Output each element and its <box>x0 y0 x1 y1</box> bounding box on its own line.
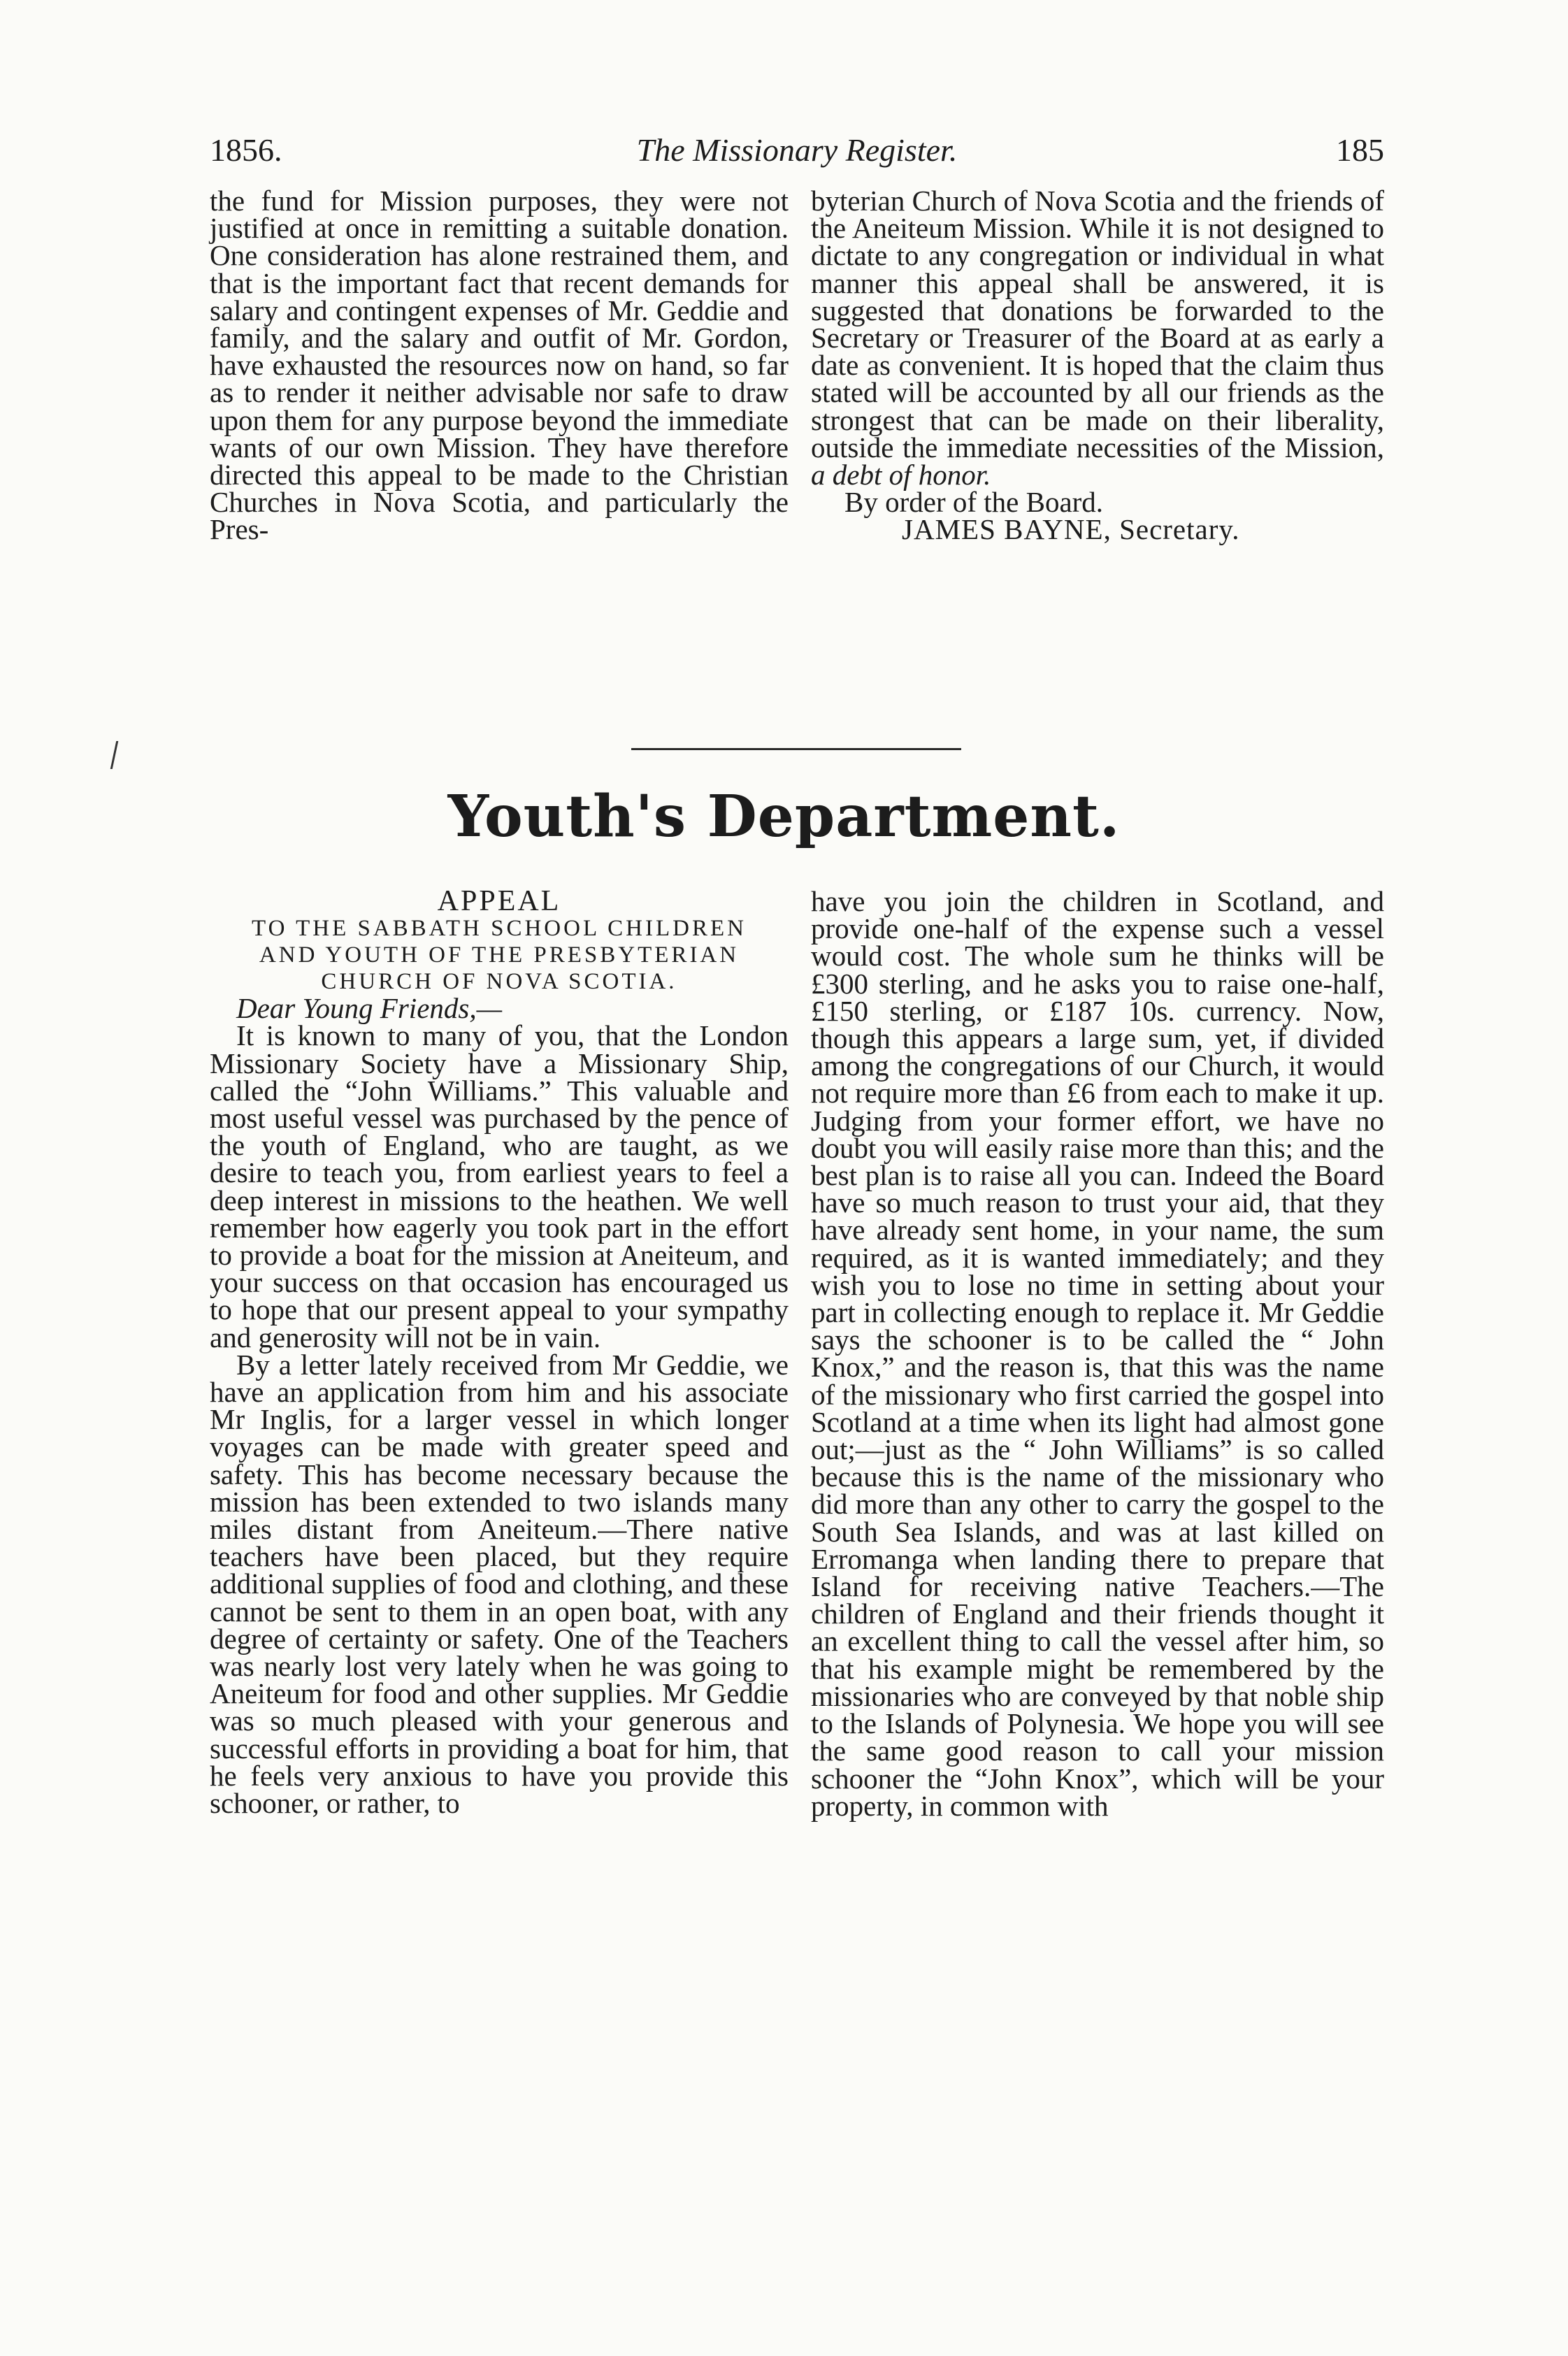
article-heading: APPEAL <box>437 885 561 917</box>
margin-mark <box>110 741 126 769</box>
upper-right-paragraph <box>811 187 1384 489</box>
article-paragraph: By a letter lately received from Mr Geddie, we have an application from him and his associate Mr Inglis, for a larger vessel in which longer voyages can be made with greater speed and safety. This has become necessary because the mission has been extended to two islands many miles distant from Aneiteum.—There native teachers have been placed, but they require additional supplies of food and clothing, and these cannot be sent to them in an open boat, with any degree of certainty or safety. One of the Teachers was nearly lost very lately when he was going to Aneiteum for food and other supplies. Mr Geddie was so much pleased with your generous and successful efforts in providing a boat for him, that he feels very anxious to have you provide this schooner, or rather, to <box>210 1348 789 1820</box>
article-subheading-line: AND YOUTH OF THE PRESBYTERIAN <box>259 942 740 968</box>
salutation: Dear Young Friends,— <box>236 992 503 1025</box>
section-divider <box>631 748 961 750</box>
running-head <box>210 131 1384 180</box>
page-number: 185 <box>1336 132 1384 168</box>
section-title: Youth's Department. <box>447 783 1121 850</box>
article-left-column <box>210 885 789 1820</box>
article-continuation: have you join the children in Scotland, and provide one-half of the expense such a vessel would cost. The whole sum he thinks will be £300 sterling, and he asks you to raise one-half, £150 sterling, or £187 10s. currency. Now, though this appears a large sum, yet, if divided among the congregations of our Church, it would not require more than £6 from each to make it up. Judging from your former effort, we have no doubt you will easily raise more than this; and the best plan is to raise all you can. Indeed the Board have so much reason to trust your aid, that they have already sent home, in your name, the sum required, as it is wanted immediately; and they wish you to lose no time in setting about your part in collecting enough to replace it. Mr Geddie says the schooner is to be called the “ John Knox,” and the reason is, that this was the name of the missionary who first carried the gospel into Scotland at a time when its light had almost gone out;—just as the “ John Williams” is so called because this is the name of the missionary who did more than any other to carry the gospel to the South Sea Islands, and was at last killed on Erromanga when landing there to prepare that Island for receiving native Teachers.—The children of England and their friends thought it an excellent thing to call the vessel after him, so that his example might be remembered by the missionaries who are conveyed by that noble ship to the Islands of Polynesia. We hope you will see the same good reason to call your mission schooner the “John Knox”, which will be your property, in common with <box>811 885 1384 1822</box>
article-subheading-line: TO THE SABBATH SCHOOL CHILDREN <box>252 916 747 942</box>
running-head-year: 1856. <box>210 132 282 168</box>
article-subheading-line: CHURCH OF NOVA SCOTIA. <box>321 969 677 995</box>
article-paragraph: It is known to many of you, that the London Missionary Society have a Missionary Ship, called the “John Williams.” This valuable and most useful vessel was purchased by the pence of the youth of England, who are taught, as we desire to teach you, from earliest years to feel a deep interest in missions to the heathen. We well remember how eagerly you took part in the effort to provide a boat for the mission at Aneiteum, and your success on that occasion has encouraged us to hope that our present appeal to your sympathy and generosity will not be in vain. <box>210 1019 789 1353</box>
running-head-title: The Missionary Register. <box>636 132 958 168</box>
debt-of-honor-phrase: a debt of honor. <box>811 459 991 491</box>
signoff-line: By order of the Board. <box>844 486 1104 519</box>
upper-left-column <box>210 187 789 544</box>
upper-right-column <box>811 187 1384 544</box>
article-right-column <box>811 885 1384 1822</box>
upper-right-paragraph-text: byterian Church of Nova Scotia and the friends of the Aneiteum Mission. While it is not designed to dictate to any congregation or individual in what manner this appeal shall be answered, it is suggested that donations be forwarded to the Secretary or Treasurer of the Board at as early a date as convenient. It is hoped that the claim thus stated will be accounted by all our friends as the strongest that can be made on their liberality, outside the immediate necessities of the Mission, <box>811 185 1384 464</box>
signature-line: JAMES BAYNE, Secretary. <box>902 513 1240 546</box>
upper-left-paragraph: the fund for Mission purposes, they were not justified at once in remitting a suitable donation. One consideration has alone restrained them, and that is the important fact that recent demands for salary and contingent expenses of Mr. Geddie and family, and the salary and outfit of Mr. Gordon, have exhausted the resources now on hand, so far as to render it neither advisable nor safe to draw upon them for any purpose beyond the immediate wants of our own Mission. They have therefore directed this appeal to be made to the Christian Churches in Nova Scotia, and particularly the Pres- <box>210 185 789 546</box>
